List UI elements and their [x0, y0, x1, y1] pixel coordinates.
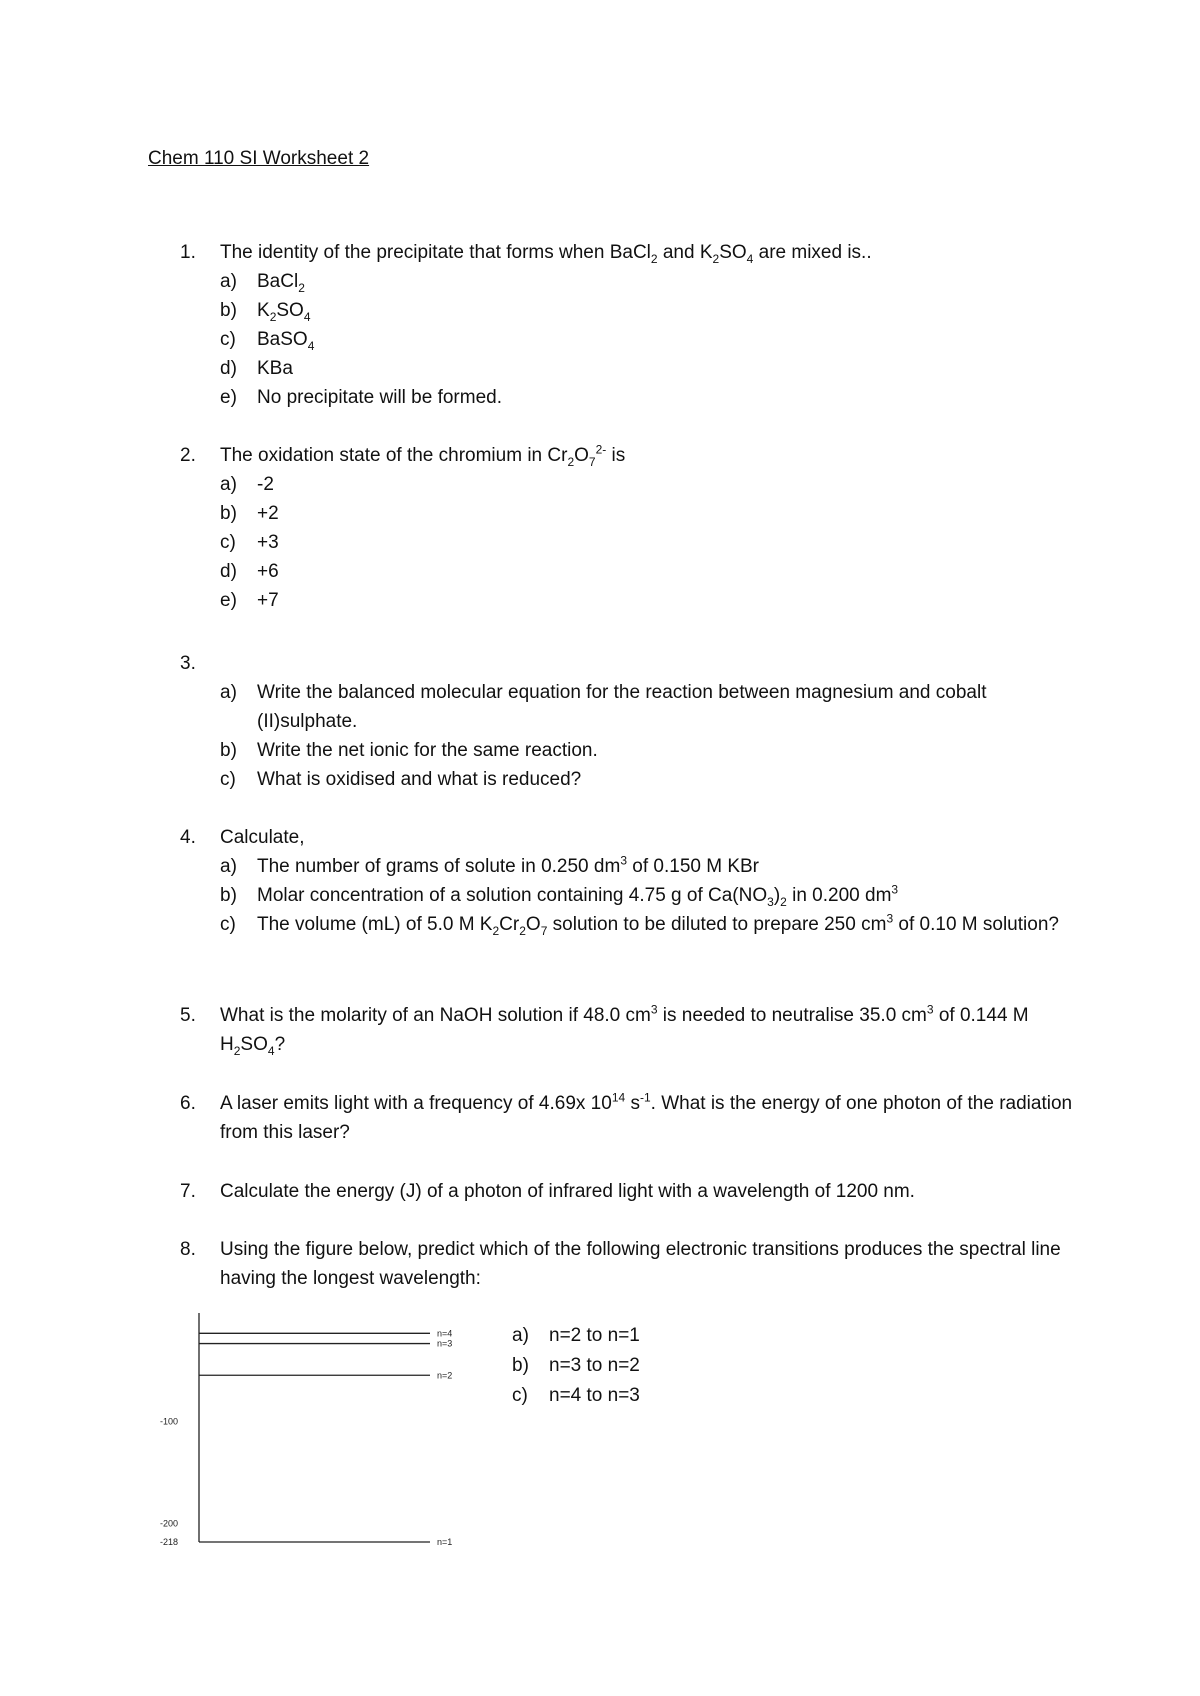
- option-b: b) $K_2SO_4$: [220, 300, 311, 324]
- question-number: 2.: [180, 445, 196, 466]
- option-list: [220, 470, 1080, 615]
- question-number: 6.: [180, 1093, 196, 1114]
- option-d: d) KBa: [220, 358, 293, 379]
- option-list: [512, 1321, 640, 1411]
- option-a: a) n=2 to n=1: [512, 1325, 640, 1346]
- option-b: b) Write the net ionic for the same reaction.: [220, 740, 598, 761]
- option-c: c) The volume (mL) of 5.0 M $K_2Cr_2O_7$ solution to be diluted to prepare 250 $cm^3$ of 0.10 M solution?: [220, 911, 1059, 938]
- question-stem: Calculate the energy (J) of a photon of infrared light with a wavelength of 1200 nm.: [220, 1181, 915, 1202]
- question-stem: A laser emits light with a frequency of 4.69x $10^{14}$ $s^{-1}$. What is the energy of one photon of the radiation from this laser?: [220, 1090, 1073, 1143]
- question-stem: Calculate,: [220, 827, 305, 848]
- question-number: 1.: [180, 242, 196, 263]
- question-stem: The oxidation state of the chromium in $Cr_2O_7^{2-}$ is: [220, 442, 626, 469]
- option-list: [220, 678, 1080, 794]
- option-d: d) +6: [220, 561, 279, 582]
- question-6: [180, 1089, 1080, 1147]
- axis-tick-label-3: -218: [159, 1537, 178, 1547]
- option-c: c) +3: [220, 532, 279, 553]
- option-a: a) -2: [220, 474, 274, 495]
- option-c: c) What is oxidised and what is reduced?: [220, 769, 582, 790]
- question-number: 7.: [180, 1181, 196, 1202]
- energy-level-diagram: [150, 1310, 470, 1560]
- option-c: c) n=4 to n=3: [512, 1385, 640, 1406]
- question-number: 8.: [180, 1239, 196, 1260]
- page-title: Chem 110 SI Worksheet 2: [148, 148, 370, 169]
- question-2: [180, 441, 1080, 615]
- question-stem: What is the molarity of an NaOH solution if 48.0 $cm^3$ is needed to neutralise 35.0 $cm^3$ of 0.144 M $H_2SO_4$?: [220, 1002, 1029, 1058]
- option-c: c) BaSO$_4$: [220, 329, 315, 353]
- question-3: [180, 649, 1080, 794]
- question-1: [180, 238, 1080, 412]
- option-a: a) BaCl$_2$: [220, 271, 305, 295]
- question-8-options: [512, 1321, 640, 1411]
- option-list: [220, 267, 1080, 412]
- option-a: a) Write the balanced molecular equation for the reaction between magnesium and cobalt (II)sulphate.: [220, 682, 987, 732]
- question-4: [180, 823, 1080, 939]
- option-a: a) The number of grams of solute in 0.250 $dm^3$ of 0.150 M KBr: [220, 853, 760, 877]
- energy-level-label-3: n=2: [437, 1370, 453, 1381]
- option-b: b) +2: [220, 503, 279, 524]
- question-stem: Using the figure below, predict which of the following electronic transitions produces the spectral line having the longest wavelength:: [220, 1239, 1061, 1289]
- question-5: [180, 1001, 1080, 1059]
- axis-tick-label-1: -100: [159, 1416, 178, 1427]
- option-b: b) n=3 to n=2: [512, 1355, 640, 1376]
- axis-tick-label-2: -200: [159, 1518, 178, 1529]
- question-stem: [220, 649, 1080, 678]
- energy-level-label-1: n=4: [437, 1328, 453, 1339]
- option-e: e) +7: [220, 590, 279, 611]
- energy-level-label-4: n=1: [437, 1537, 453, 1547]
- question-7: [180, 1177, 1080, 1206]
- energy-level-label-2: n=3: [437, 1338, 453, 1349]
- question-number: 3.: [180, 653, 196, 674]
- question-stem: The identity of the precipitate that forms when BaCl$_2$ and $K_2SO_4$ are mixed is..: [220, 242, 872, 266]
- option-b: b) Molar concentration of a solution containing 4.75 g of $Ca(NO_3)_2$ in 0.200 $dm^3$: [220, 882, 899, 909]
- question-number: 5.: [180, 1005, 196, 1026]
- option-e: e) No precipitate will be formed.: [220, 387, 502, 408]
- energy-level-svg: [150, 1310, 470, 1560]
- question-number: 4.: [180, 827, 196, 848]
- question-8: [180, 1235, 1080, 1293]
- option-list: [220, 852, 1080, 939]
